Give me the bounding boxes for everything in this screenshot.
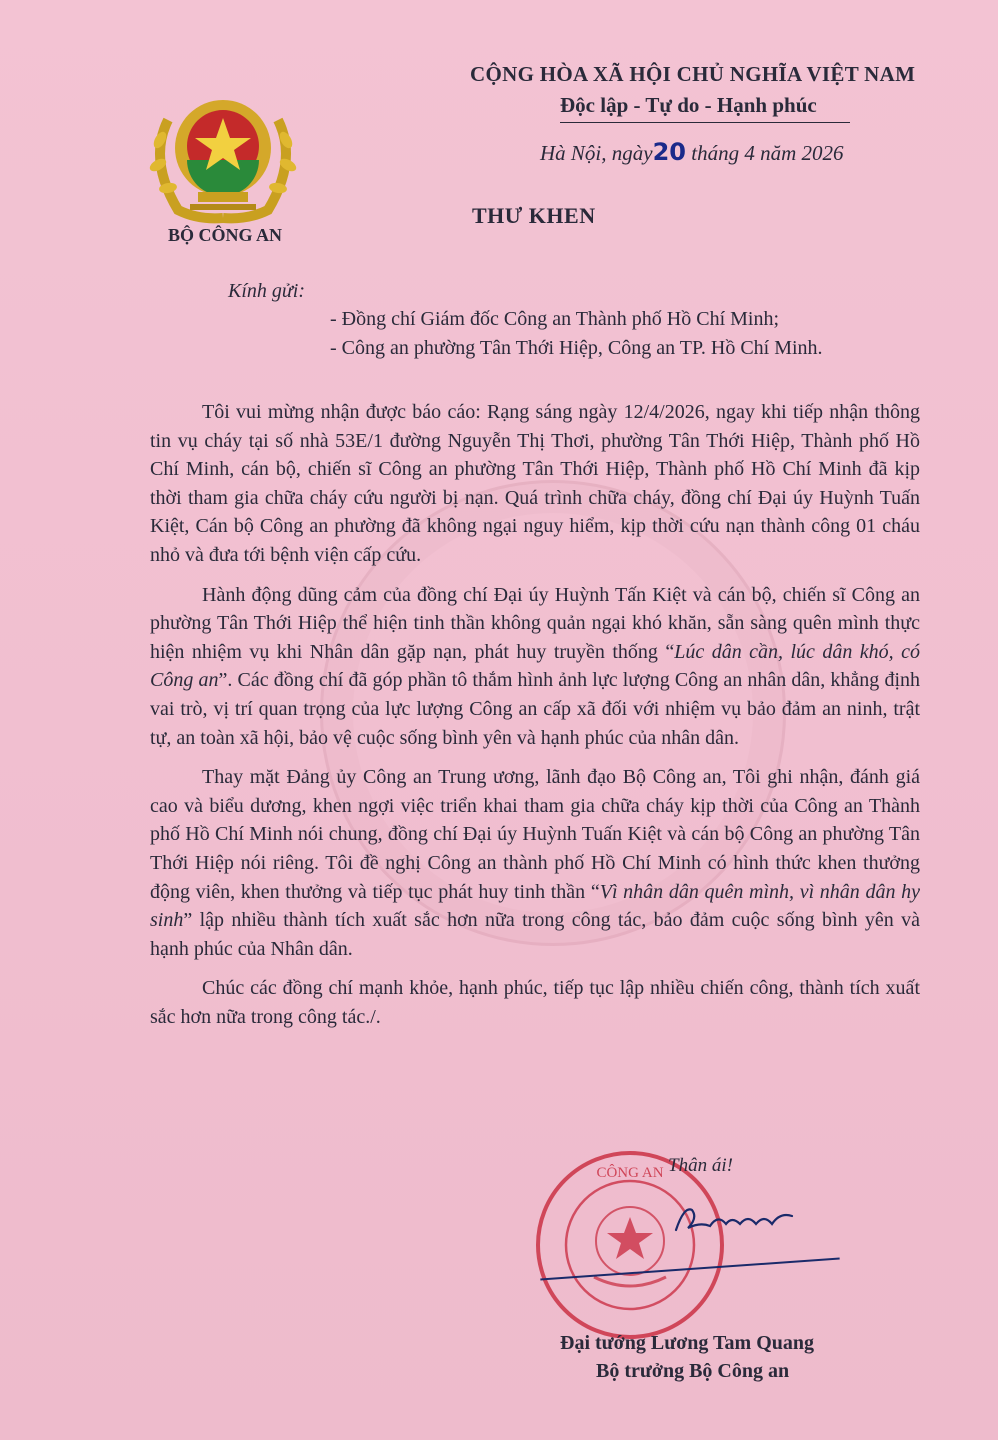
ministry-name: BỘ CÔNG AN xyxy=(167,225,282,245)
paragraph-3-quote: Vì nhân dân quên mình, vì nhân dân hy sinh xyxy=(150,880,920,932)
motto-underline xyxy=(560,122,850,123)
letter-body xyxy=(150,398,920,1042)
date-line xyxy=(540,138,843,166)
paragraph-2-quote: Lúc dân cần, lúc dân khó, có Công an xyxy=(150,640,920,692)
document-title: THƯ KHEN xyxy=(472,203,596,228)
paragraph-1: Tôi vui mừng nhận được báo cáo: Rạng sáng ngày 12/4/2026, ngay khi tiếp nhận thông tin vụ cháy tại số nhà 53E/1 đường Nguyễn Thị Thơi, phường Tân Thới Hiệp, Thành phố Hồ Chí Minh, cán bộ, chiến sĩ Công an phường Tân Thới Hiệp, Thành phố Hồ Chí Minh đã kịp thời tham gia chữa cháy cứu người bị nạn. Quá trình chữa cháy, đồng chí Đại úy Huỳnh Tuấn Kiệt, Cán bộ Công an phường đã không ngại nguy hiểm, kịp thời cứu nạn thành công 01 cháu nhỏ và đưa tới bệnh viện cấp cứu. xyxy=(150,401,920,566)
paragraph-2-text-a: Hành động dũng cảm của đồng chí Đại úy Huỳnh Tấn Kiệt và cán bộ, chiến sĩ Công an phường Tân Thới Hiệp thể hiện tinh thần không quản ngại khó khăn, sẵn sàng quên mình thực hiện nhiệm vụ khi Nhân dân gặp nạn, phát huy truyền thống “ xyxy=(150,583,920,663)
signer-title: Bộ trưởng Bộ Công an xyxy=(596,1360,790,1382)
police-emblem-icon xyxy=(138,80,308,230)
signer-name: Đại tướng Lương Tam Quang xyxy=(560,1332,815,1354)
date-prefix: Hà Nội, ngày xyxy=(540,141,653,165)
closing-greeting: Thân ái! xyxy=(668,1155,733,1176)
national-title: CỘNG HÒA XÃ HỘI CHỦ NGHĨA VIỆT NAM xyxy=(470,62,916,86)
date-day-handwritten: 20 xyxy=(652,138,686,166)
paragraph-3-text-b: ” lập nhiều thành tích xuất sắc hơn nữa trong công tác, bảo đảm cuộc sống bình yên và hạnh phúc của Nhân dân. xyxy=(150,909,920,960)
date-suffix: tháng 4 năm 2026 xyxy=(691,141,844,165)
recipient-2: - Công an phường Tân Thới Hiệp, Công an TP. Hồ Chí Minh. xyxy=(330,337,823,359)
paragraph-2 xyxy=(150,581,920,753)
recipient-1: - Đồng chí Giám đốc Công an Thành phố Hồ Chí Minh; xyxy=(330,308,780,330)
paragraph-3-text-a: Thay mặt Đảng ủy Công an Trung ương, lãnh đạo Bộ Công an, Tôi ghi nhận, đánh giá cao và biểu dương, khen ngợi việc triển khai tham gia chữa cháy kịp thời của Công an Thành phố Hồ Chí Minh nói chung, đồng chí Đại úy Huỳnh Tuấn Kiệt và cán bộ Công an phường Tân Thới Hiệp nói riêng. Tôi đề nghị Công an thành phố Hồ Chí Minh có hình thức khen thưởng động viên, khen thưởng và tiếp tục phát huy tinh thần “ xyxy=(150,766,920,903)
salutation: Kính gửi: xyxy=(228,280,306,302)
seal-text: CÔNG AN xyxy=(596,1165,664,1181)
national-motto: Độc lập - Tự do - Hạnh phúc xyxy=(560,93,817,117)
paragraph-4: Chúc các đồng chí mạnh khỏe, hạnh phúc, tiếp tục lập nhiều chiến công, thành tích xuất sắc hơn nữa trong công tác./. xyxy=(150,977,920,1028)
paragraph-3 xyxy=(150,763,920,963)
handwritten-signature xyxy=(670,1200,800,1240)
paragraph-2-text-b: ”. Các đồng chí đã góp phần tô thắm hình ảnh lực lượng Công an nhân dân, khẳng định vai trò, vị trí quan trọng của lực lượng Công an cấp xã đối với nhiệm vụ bảo đảm an ninh, trật tự, an toàn xã hội, bảo vệ cuộc sống bình yên và hạnh phúc của nhân dân. xyxy=(150,669,920,749)
